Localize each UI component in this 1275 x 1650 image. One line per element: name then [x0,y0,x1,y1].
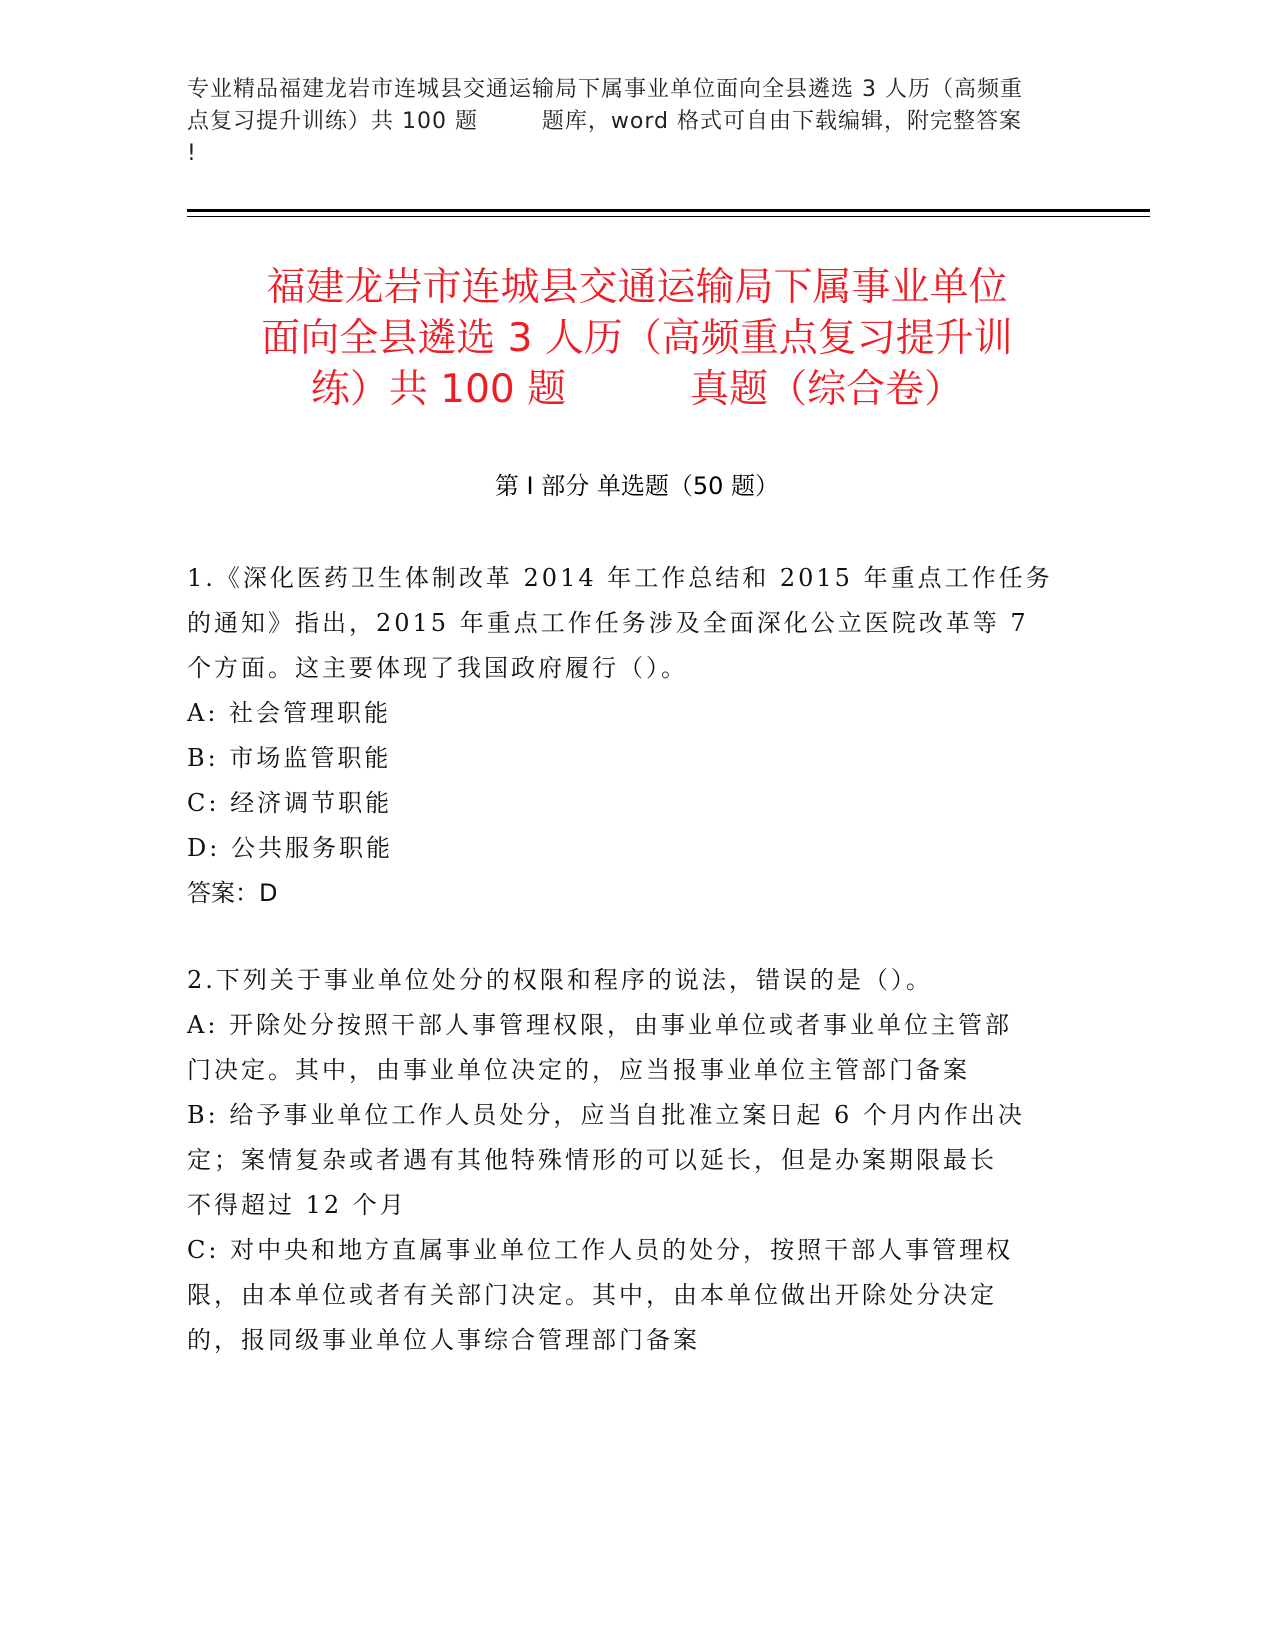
title-line: 练）共 100 题 真题（综合卷） [310,367,964,412]
header-divider-thick [187,209,1150,212]
option-b: B: 市场监管职能 [187,744,392,772]
option-b-continued: 不得超过 12 个月 [187,1191,407,1219]
answer-line: 答案：D [187,879,278,907]
option-c-continued: 限，由本单位或者有关部门决定。其中，由本单位做出开除处分决定 [187,1281,997,1309]
section-heading: 第 I 部分 单选题（50 题） [494,472,780,500]
header-note-line: 专业精品福建龙岩市连城县交通运输局下属事业单位面向全县遴选 3 人历（高频重 [187,77,1023,102]
question-stem-line: 2.下列关于事业单位处分的权限和程序的说法，错误的是（）。 [187,966,933,994]
option-c-continued: 的，报同级事业单位人事综合管理部门备案 [187,1326,700,1354]
option-a-continued: 门决定。其中，由事业单位决定的，应当报事业单位主管部门备案 [187,1056,970,1084]
document-title [187,262,1087,415]
option-c: C: 经济调节职能 [187,789,393,817]
option-a: A: 开除处分按照干部人事管理权限，由事业单位或者事业单位主管部 [187,1011,1013,1039]
option-d: D: 公共服务职能 [187,834,393,862]
header-note [187,74,1087,170]
option-b-continued: 定；案情复杂或者遇有其他特殊情形的可以延长，但是办案期限最长 [187,1146,997,1174]
title-line: 福建龙岩市连城县交通运输局下属事业单位 [266,265,1008,310]
question-stem-line: 个方面。这主要体现了我国政府履行（）。 [187,654,688,682]
option-c: C: 对中央和地方直属事业单位工作人员的处分，按照干部人事管理权 [187,1236,1014,1264]
question-1 [187,556,1087,916]
header-note-line: ! [187,141,197,166]
header-note-line: 点复习提升训练）共 100 题 题库，word 格式可自由下载编辑，附完整答案 [187,109,1022,134]
header-divider-thin [187,216,1150,217]
question-stem-line: 的通知》指出，2015 年重点工作任务涉及全面深化公立医院改革等 7 [187,609,1029,637]
title-line: 面向全县遴选 3 人历（高频重点复习提升训 [261,316,1013,361]
question-stem-line: 1.《深化医药卫生体制改革 2014 年工作总结和 2015 年重点工作任务 [187,564,1053,592]
question-2 [187,958,1087,1363]
option-a: A: 社会管理职能 [187,699,392,727]
option-b: B: 给予事业单位工作人员处分，应当自批准立案日起 6 个月内作出决 [187,1101,1025,1129]
